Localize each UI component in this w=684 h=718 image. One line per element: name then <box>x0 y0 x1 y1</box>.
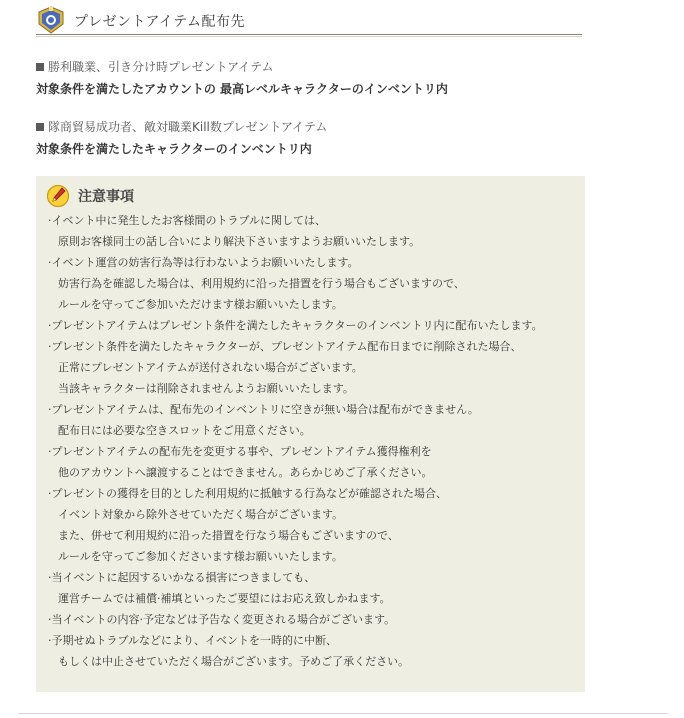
square-bullet-icon <box>36 123 44 131</box>
notice-line: ルールを守ってご参加くださいます様お願いいたします。 <box>58 550 343 563</box>
header-divider-light <box>36 36 582 37</box>
notice-line: また、併せて利用規約に沿った措置を行なう場合もございますので、 <box>58 529 399 542</box>
notice-title: 注意事項 <box>78 189 134 205</box>
notice-line: 配布日には必要な空きスロットをご用意ください。 <box>58 424 311 437</box>
section-heading: 勝利職業、引き分け時プレゼントアイテム <box>48 60 274 74</box>
notice-line: ·プレゼントアイテムの配布先を変更する事や、プレゼントアイテム獲得権利を <box>48 445 432 458</box>
notice-line: ·プレゼントアイテムはプレゼント条件を満たしたキャラクターのインベントリ内に配布いたします。 <box>48 319 543 332</box>
section-win-draw <box>36 58 596 99</box>
notice-line: 正常にプレゼントアイテムが送付されない場合がございます。 <box>58 361 363 374</box>
header-divider <box>36 34 582 35</box>
section-body: 対象条件を満たしたキャラクターのインベントリ内 <box>36 142 312 156</box>
section-caravan-kill <box>36 118 596 159</box>
notice-line: 当該キャラクターは削除されませんようお願いいたします。 <box>58 382 354 395</box>
notice-line: ·イベント中に発生したお客様間のトラブルに関しては、 <box>48 214 327 227</box>
notice-line: ·当イベントの内容·予定などは予告なく変更される場合がございます。 <box>48 613 396 626</box>
notice-line: 他のアカウントへ譲渡することはできません。あらかじめご了承ください。 <box>58 466 433 479</box>
notice-line: 原則お客様同士の話し合いにより解決下さいますようお願いいたします。 <box>58 235 421 248</box>
notice-line: ルールを守ってご参加いただけます様お願いいたします。 <box>58 298 343 311</box>
notice-line: 妨害行為を確認した場合は、利用規約に沿った措置を行う場合もございますので、 <box>58 277 465 290</box>
page-title: プレゼントアイテム配布先 <box>74 14 246 30</box>
section-heading: 隊商貿易成功者、敵対職業Kill数プレゼントアイテム <box>48 120 328 134</box>
notice-box <box>36 176 585 692</box>
notice-list <box>48 210 578 672</box>
footer-divider <box>18 713 668 714</box>
emblem-icon <box>36 6 66 34</box>
notice-line: ·予期せぬトラブルなどにより、イベントを一時的に中断、 <box>48 634 338 647</box>
square-bullet-icon <box>36 63 44 71</box>
section-header <box>36 6 582 36</box>
notice-line: ·プレゼントの獲得を目的とした利用規約に抵触する行為などが確認された場合、 <box>48 487 448 500</box>
notice-line: ·イベント運営の妨害行為等は行わないようお願いいたします。 <box>48 256 359 269</box>
notice-line: ·プレゼント条件を満たしたキャラクターが、プレゼントアイテム配布日までに削除された場合、 <box>48 340 522 353</box>
notice-line: 運営チームでは補償·補填といったご要望にはお応え致しかねます。 <box>58 592 391 605</box>
notice-line: もしくは中止させていただく場合がございます。予めご了承ください。 <box>58 655 410 668</box>
notice-line: イベント対象から除外させていただく場合がございます。 <box>58 508 344 521</box>
section-body: 対象条件を満たしたアカウントの 最高レベルキャラクターのインベントリ内 <box>36 82 448 96</box>
notice-line: ·プレゼントアイテムは、配布先のインベントリに空きが無い場合は配布ができません。 <box>48 403 479 416</box>
notice-line: ·当イベントに起因するいかなる損害につきましても、 <box>48 571 316 584</box>
pencil-alert-icon <box>46 184 70 208</box>
